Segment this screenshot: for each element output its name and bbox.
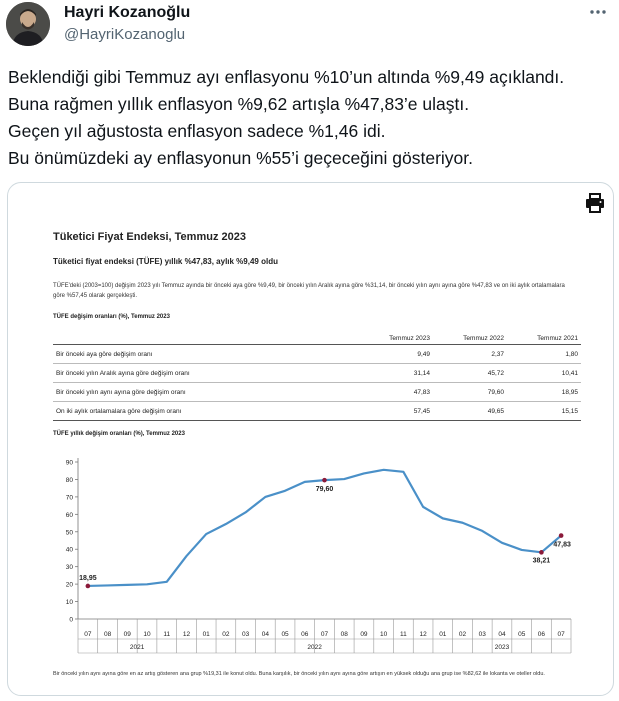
table-cell: 18,95 [507,383,581,402]
data-point-label: 18,95 [79,574,97,582]
data-point-marker [322,478,327,483]
x-tick-label: 06 [537,631,546,638]
table-cell: Bir önceki yılın Aralık ayına göre değişim oranı [53,364,359,383]
table-cell: 1,80 [507,345,581,364]
table-cell: 15,15 [507,402,581,421]
data-point-marker [86,584,91,589]
x-tick-label: 01 [202,631,210,638]
x-tick-label: 03 [478,631,486,638]
table-cell: 47,83 [359,383,433,402]
x-year-label: 2021 [129,644,145,651]
x-tick-label: 03 [242,631,250,638]
tweet-line: Geçen yıl ağustosta enflasyon sadece %1,46 idi. [8,121,386,141]
y-tick-label: 90 [65,459,73,467]
table-title: TÜFE değişim oranları (%), Temmuz 2023 [53,314,170,320]
x-tick-label: 12 [182,631,191,638]
x-tick-label: 07 [557,631,565,638]
table-cell: 10,41 [507,364,581,383]
x-tick-label: 02 [222,631,230,638]
x-tick-label: 01 [439,631,447,638]
x-year-label: 2023 [494,644,510,651]
x-tick-label: 04 [261,631,269,638]
table-cell: 79,60 [433,383,507,402]
table-cell: 49,65 [433,402,507,421]
y-tick-label: 50 [65,529,73,537]
x-tick-label: 10 [380,631,388,638]
chart-title: TÜFE yıllık değişim oranları (%), Temmuz 2023 [53,431,185,437]
data-point-label: 38,21 [532,557,551,565]
y-tick-label: 10 [65,599,73,607]
x-tick-label: 10 [143,631,151,638]
x-tick-label: 11 [163,631,171,638]
author-handle[interactable]: @HayriKozanoglu [64,26,186,43]
y-tick-label: 20 [65,581,73,589]
more-dots-icon[interactable] [588,2,608,27]
x-year-label: 2022 [307,644,322,651]
x-tick-label: 09 [360,631,368,638]
table-header: Temmuz 2021 [507,333,581,345]
table-cell: 9,49 [359,345,433,364]
table-cell: 45,72 [433,364,507,383]
x-tick-label: 08 [103,631,112,638]
table-cell: On iki aylık ortalamalara göre değişim oranı [53,402,359,421]
x-tick-label: 05 [281,631,289,638]
table-cell: 57,45 [359,402,433,421]
y-tick-label: 60 [65,511,73,519]
tweet-line: Buna rağmen yıllık enflasyon %9,62 artışla %47,83’e ulaştı. [8,94,470,114]
table-cell: Bir önceki yılın aynı ayına göre değişim oranı [53,383,359,402]
x-tick-label: 08 [340,631,348,638]
data-point-marker [559,533,564,538]
avatar[interactable] [6,2,50,46]
table-header: Temmuz 2023 [359,333,433,345]
y-tick-label: 30 [65,564,73,572]
document-subtitle: Tüketici fiyat endeksi (TÜFE) yıllık %47,83, aylık %9,49 oldu [53,257,278,266]
author-name[interactable]: Hayri Kozanoğlu [64,4,191,21]
x-tick-label: 05 [518,631,526,638]
tweet-line: Bu önümüzdeki ay enflasyonun %55’i geçeceğini gösteriyor. [8,148,474,168]
x-tick-label: 11 [400,631,407,638]
x-tick-label: 07 [84,631,92,638]
x-tick-label: 07 [320,631,329,638]
tweet-line: Beklendiği gibi Temmuz ayı enflasyonu %10’un altında %9,49 açıklandı. [8,67,565,87]
y-tick-label: 0 [69,616,73,624]
table-cell: 2,37 [433,345,507,364]
inflation-line-chart [8,183,613,695]
data-point-label: 47,83 [553,541,571,549]
y-tick-label: 80 [65,476,73,484]
x-tick-label: 06 [301,631,309,638]
y-tick-label: 40 [65,546,73,554]
data-point-label: 79,60 [315,486,334,494]
table-header: Temmuz 2022 [433,333,507,345]
avatar-image [6,2,50,46]
document-footnote: Bir önceki yılın aynı ayına göre en az artış gösteren ana grup %19,31 ile konut oldu. Buna karşılık, bir önceki yılın aynı ayına göre artışın en yüksek olduğu ana grup ise %82,62 ile lokanta ve oteller oldu. [53,671,545,677]
table-cell: 31,14 [359,364,433,383]
tweet-text [8,64,613,172]
document-paragraph: TÜFE'deki (2003=100) değişim 2023 yılı Temmuz ayında bir önceki aya göre %9,49, bir önceki yılın Aralık ayına göre %31,14, bir önceki yılın aynı ayına göre %47,83 ve on iki aylık ortalamalara göre %57,45 olarak gerçekleşti. [53,283,565,299]
table-cell: Bir önceki aya göre değişim oranı [53,345,359,364]
x-tick-label: 09 [123,631,131,638]
x-tick-label: 02 [458,631,467,638]
x-tick-label: 12 [419,631,427,638]
y-tick-label: 70 [65,494,73,502]
x-tick-label: 04 [498,631,506,638]
tweet-image-card[interactable] [7,182,614,696]
data-point-marker [539,550,544,555]
document-title: Tüketici Fiyat Endeksi, Temmuz 2023 [53,231,246,243]
